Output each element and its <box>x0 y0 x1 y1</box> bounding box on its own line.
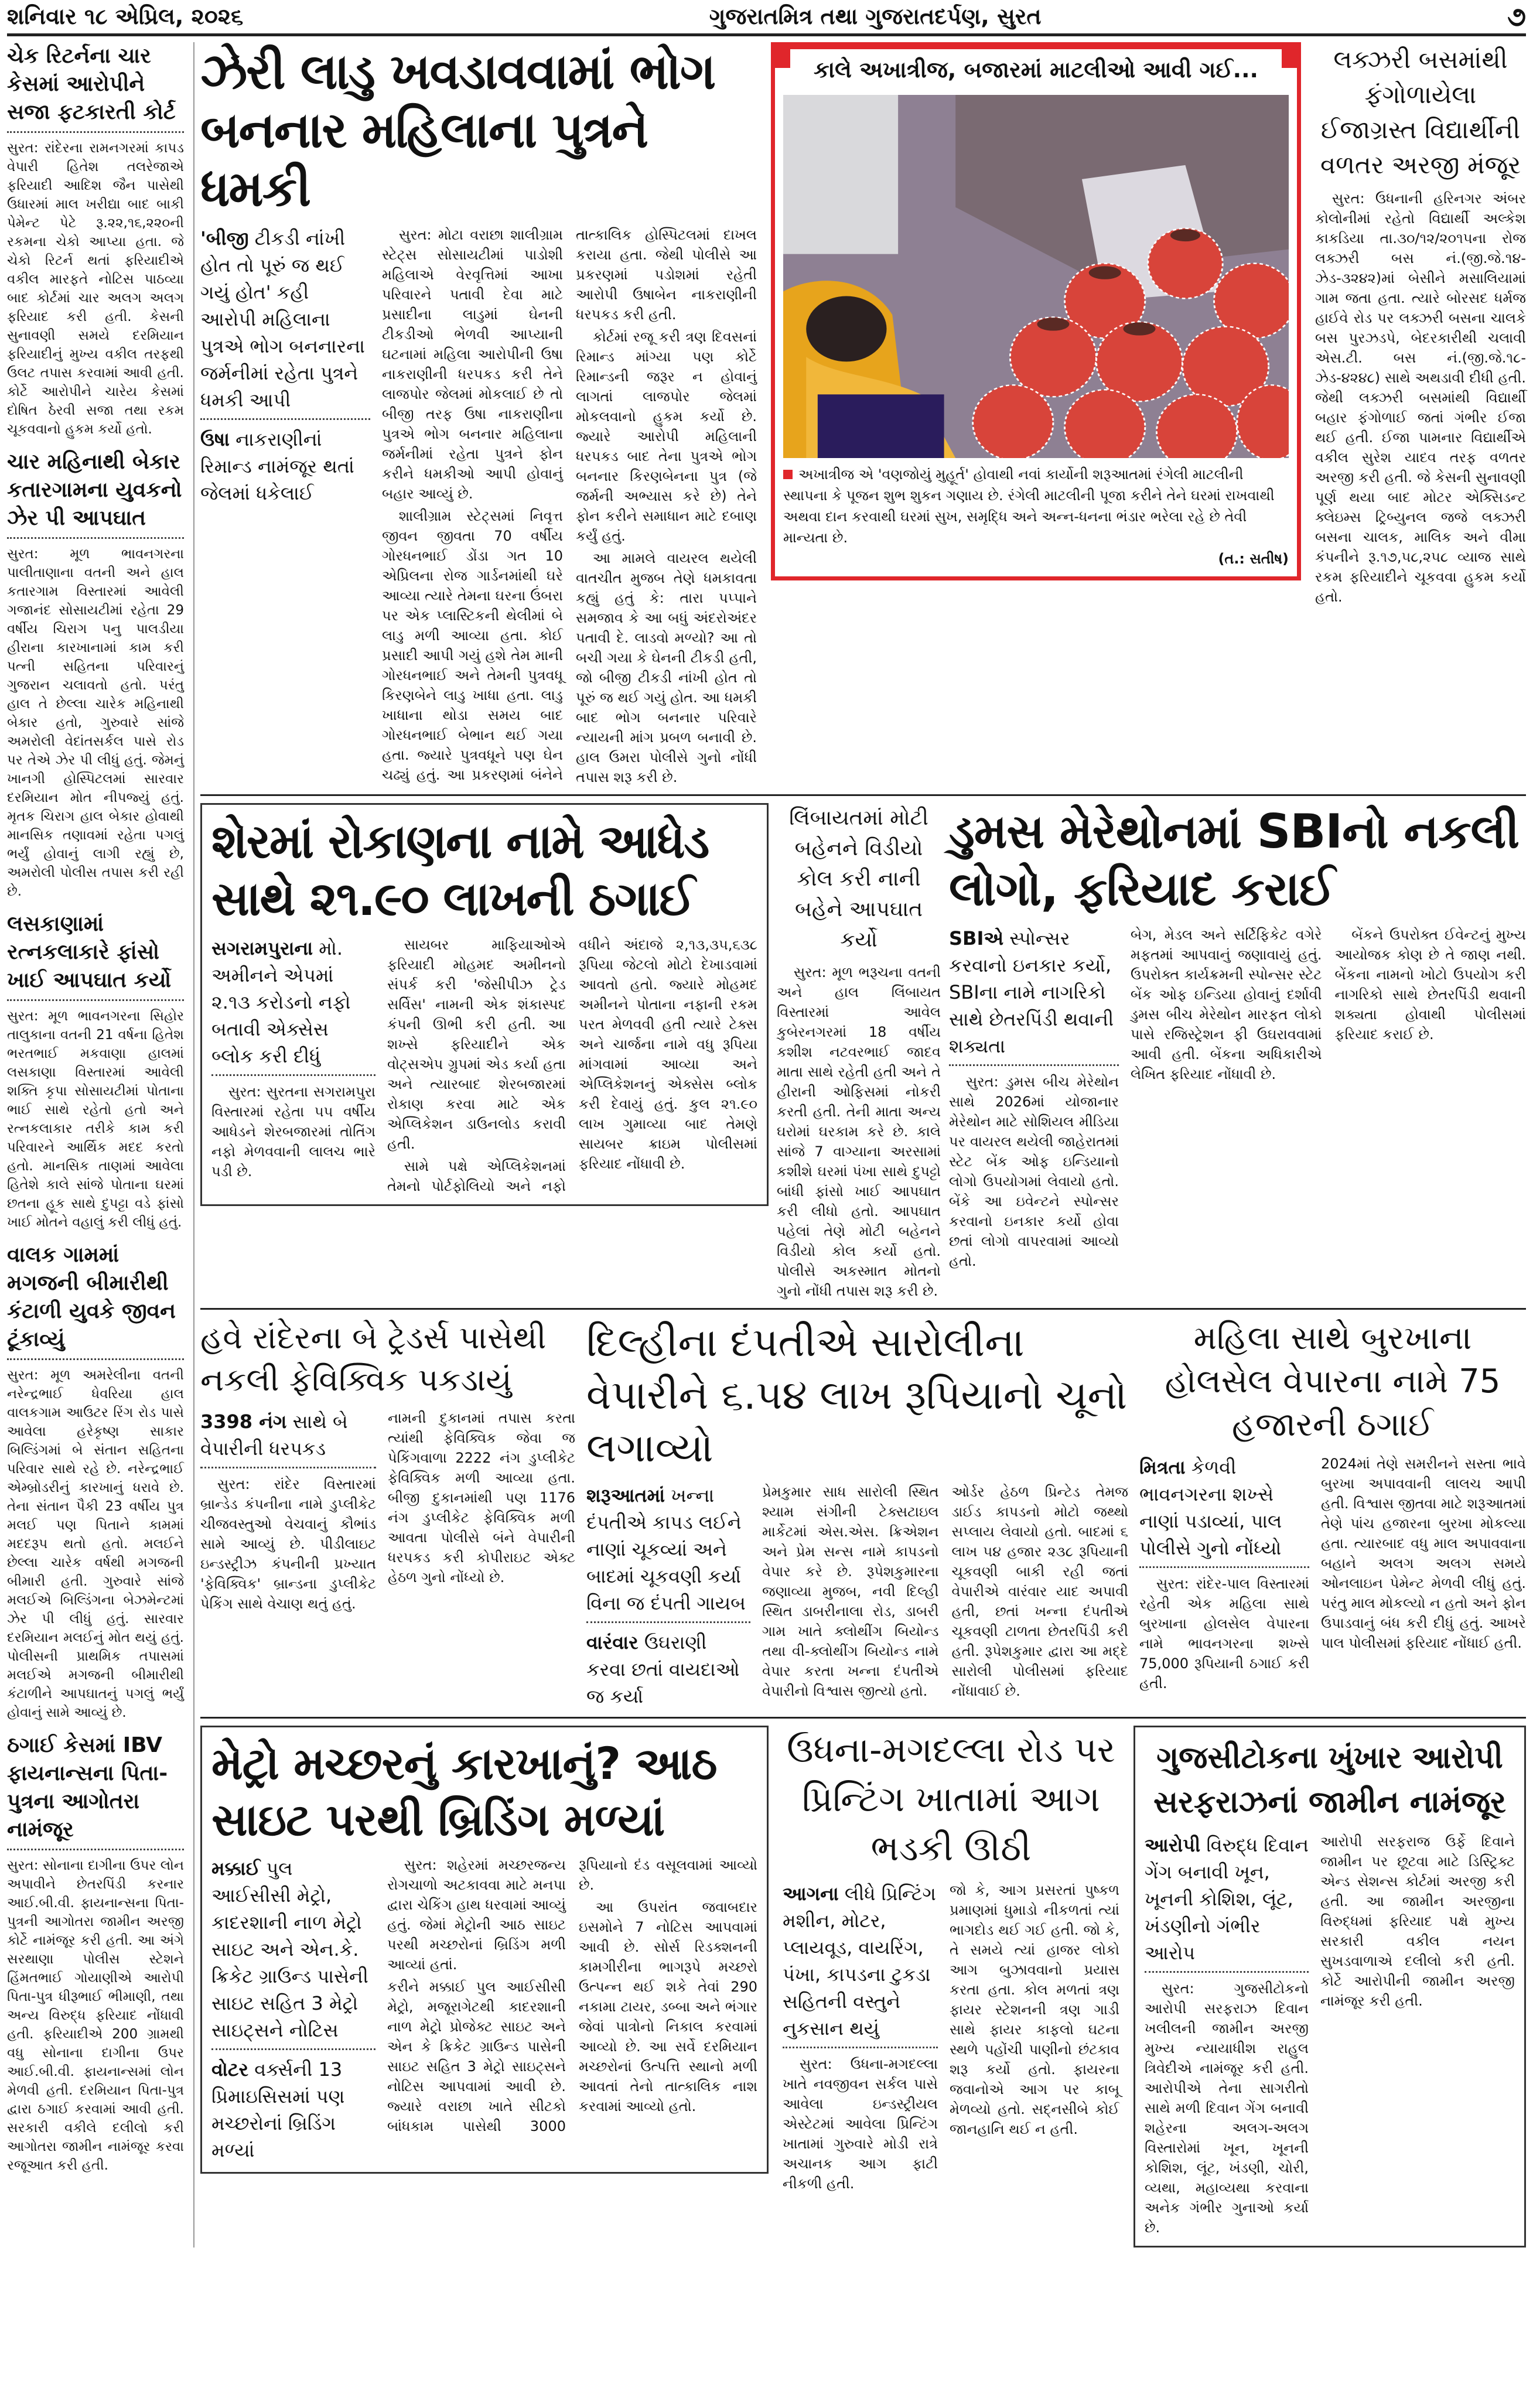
subheading: મિત્રતા કેળવી ભાવનગરના શખ્સે નાણાં પડાવ્યાં, પાલ પોલીસે ગુનો નોંધ્યો <box>1139 1456 1282 1559</box>
headline: ઠગાઈ કેસમાં IBV ફાયનાન્સના પિતા-પુત્રના આગોતરા નામંજૂર <box>7 1733 168 1842</box>
divider <box>1145 1971 1309 1973</box>
story-rander-fake-fevikwik <box>200 1317 575 1614</box>
divider <box>211 1074 375 1076</box>
paragraph: સુરત: રાંદેર-પાલ વિસ્તારમાં રહેતી એક મહિલા સાથે બુરખાના હોલસેલ વેપારના નામે ભાવનગરના શખ્સે 75,000 રૂપિયાની ઠગાઈ કરી હતી. <box>1139 1576 1309 1692</box>
divider <box>7 1358 184 1360</box>
story-udhna-fire <box>783 1726 1119 2194</box>
paragraph: શાલીગ્રામ સ્ટેટ્સમાં નિવૃત્ત જીવન જીવતા 70 વર્ષીય ગોરધનભાઈ ડોંડા ગત 10 એપ્રિલના રોજ ગાર્ડનમાંથી ઘરે આવ્યા ત્યારે તેમના ઘરના ઉંબરા પર એક પ્લાસ્ટિકની થેલીમાં બે લાડુ મળી આવ્યા હતા. કોઈ પ્રસાદી આપી ગયું હશે તેમ માની ગોરધનભાઈ અને તેમની પુત્રવધૂ કિરણબેને લાડુ ખાધા હતા. લાડુ ખાધાના થોડા સમય બાદ ગોરધનભાઈ બેભાન થઈ ગયા હતા. જ્યારે પુત્રવધૂને પણ ઘેન ચઢ્યું હતું. આ પ્રકરણમાં બંનેને તાત્કાલિક હોસ્પિટલમાં દાખલ કરાયા હતા. જેથી પોલીસે આ પ્રકરણમાં પડોશમાં રહેતી આરોપી ઉષાબેન નાકરાણીની ધરપકડ કરી હતી. <box>382 227 757 783</box>
divider <box>1139 1566 1309 1568</box>
story-bus-compensation <box>1315 42 1526 607</box>
story-sbi-fake-logo <box>949 803 1526 1271</box>
story-metro-mosquito <box>200 1726 769 2174</box>
photo-matlas-market <box>783 95 1289 458</box>
headline: લસકાણામાં રત્નકલાકારે ફાંસો ખાઈ આપઘાત કર્યો <box>7 912 172 992</box>
paragraph: બેગ, મેડલ અને સર્ટિફિકેટ વગેરે મફતમાં આપવાનું જણાવાયું હતું. ઉપરોક્ત કાર્યક્રમની સ્પોન્સર સ્ટેટ બેંક ઓફ ઇન્ડિયા હોવાનું દર્શાવી ડુમસ બીચ મેરેથોન મારફત લોકો પાસે રજિસ્ટ્રેશન ફી ઉઘરાવવામાં આવી હતી. બેંકના અધિકારીએ લેખિત ફરિયાદ નોંધાવી છે. <box>1131 927 1322 1082</box>
divider <box>586 1621 750 1623</box>
subheading: વારંવાર ઉઘરાણી કરવા છતાં વાયદાઓ જ કર્યા <box>586 1631 740 1707</box>
divider <box>7 999 184 1001</box>
paragraph: સાયબર માફિયાઓએ ફરિયાદી મોહમદ અમીનનો સંપર્ક કરી 'જેસીપીઝ ટ્રેડ સર્વિસ' નામની એક શંકાસ્પદ કંપની ઊભી કરી હતી. આ શખ્સે ફરિયાદીને એક વોટ્સએપ ગ્રુપમાં એડ કર્યા હતા અને ત્યારબાદ શેરબજારમાં રોકાણ કરવા માટે એક એપ્લિકેશન ડાઉનલોડ કરાવી હતી. <box>387 937 566 1152</box>
paragraph: સુરત: ગુજસીટોકનો આરોપી સરફરાઝ દિવાન ખલીલની જામીન અરજી મુખ્ય ન્યાયાધીશ રાહુલ ત્રિવેદીએ નામંજૂર કરી હતી. આરોપીએ તેના સાગરીતો સાથે મળી દિવાન ગેંગ બનાવી શહેરના અલગ-અલગ વિસ્તારોમાં ખૂન, ખૂનની કોશિશ, લૂંટ, ખંડણી, ચોરી, વ્યથા, મહાવ્યથા કરવાના અનેક ગંભીર ગુનાઓ કર્યા છે. <box>1145 1980 1309 2236</box>
divider <box>211 2048 375 2050</box>
paragraph: આ ઉપરાંત જવાબદાર ઇસમોને 7 નોટિસ આપવામાં આવી છે. સોર્સ રિડક્શનની કામગીરીના ભાગરૂપે મચ્છરો ઉત્પન્ન થઈ શકે તેવાં 290 નકામા ટાયર, ડબ્બા અને ભંગાર જેવાં પાત્રોનો નિકાલ કરવામાં આવ્યો છે. આ સર્વે દરમિયાન મચ્છરોનાં ઉત્પત્તિ સ્થાનો મળી આવતાં તેનો તાત્કાલિક નાશ કરવામાં આવ્યો હતો. <box>579 1899 757 2115</box>
article-body <box>762 1482 1128 1703</box>
page-number: ૭ <box>1507 0 1526 32</box>
brief-valak-suicide <box>7 1241 184 1722</box>
paragraph: પ્રેમકુમાર સાધ સારોલી સ્થિત શ્યામ સંગીની ટેક્સટાઇલ માર્કેટમાં એસ.એસ. ક્રિએશન અને પ્રેમ સન્સ નામે કાપડનો વેપાર કરે છે. રૂપેશકુમારના જણાવ્યા મુજબ, નવી દિલ્હી સ્થિત ડાબરીનાલા રોડ, ડાબરી ગામ ખાતે ક્લોથીંગ બિયોન્ડ તથા વી-ક્લોથીંગ બિયોન્ડ નામે વેપાર કરતા ખન્ના દંપતીએ વેપારીનો વિશ્વાસ જીત્યો હતો. <box>762 1484 939 1699</box>
divider <box>7 1849 184 1850</box>
headline: ચેક રિટર્નના ચાર કેસમાં આરોપીને સજા ફટકારતી કોર્ટ <box>7 44 176 124</box>
subheading: મક્કાઈ પુલ આઈસીસી મેટ્રો, કાદરશાની નાળ મેટ્રો સાઇટ અને એન.કે. ક્રિકેટ ગ્રાઉન્ડ પાસેની સાઇટ સહિત 3 મેટ્રો સાઇટ્સને નોટિસ <box>211 1857 368 2041</box>
divider <box>949 1064 1119 1066</box>
top-story-poison-laddu <box>200 42 757 787</box>
photo-title: કાલે અખાત્રીજ, બજારમાં માટલીઓ આવી ગઈ... <box>790 49 1282 90</box>
paragraph: સુરત: સુરતના સગરામપુરા વિસ્તારમાં રહેતા ૫૫ વર્ષીય આધેડને શેરબજારમાં તોતિંગ નફો મેળવવાની લાલચ ભારે પડી છે. <box>211 1084 375 1180</box>
divider <box>783 2047 938 2048</box>
subheading: 3398 નંગ સાથે બે વેપારીની ધરપકડ <box>200 1410 348 1460</box>
headline: ઝેરી લાડુ ખવડાવવામાં ભોગ બનનાર મહિલાના પુત્રને ધમકી <box>200 43 715 217</box>
row-top <box>200 42 1526 787</box>
headline: વાલક ગામમાં મગજની બીમારીથી કંટાળી યુવકે જીવન ટૂંકાવ્યું <box>7 1243 176 1351</box>
paragraph: ઓર્ડર હેઠળ પ્રિન્ટેડ તેમજ ડાઈડ કાપડનો મોટો જથ્થો સપ્લાય લેવાયો હતો. બાદમાં ૬ લાખ ૫૪ હજાર ૨૩૮ રૂપિયાની ચૂકવણી બાકી રહી જતાં વેપારીએ વારંવાર યાદ અપાવી હતી, છતાં ખન્ના દંપતીએ ચૂકવણી ટાળતા છેતરપિંડી કરી હતી. રૂપેશકુમાર દ્વારા આ મદ્દે સારોલી પોલીસમાં ફરિયાદ નોંધાવાઈ છે. <box>951 1484 1128 1699</box>
story-gujcitok-bail <box>1133 1726 1526 2248</box>
article-body <box>387 935 757 1196</box>
paragraph: સુરત: મોટા વરાછા શાલીગ્રામ સ્ટેટ્સ સોસાયટીમાં પાડોશી મહિલાએ વેરવૃત્તિમાં આખા પરિવારને પતાવી દેવા માટે પ્રસાદીના લાડુમાં ઘેનની ટીકડીઓ ભેળવી આપ્યાની ઘટનામાં મહિલા આરોપીની ઉષા નાકરાણીની ધરપકડ કરી તેને લાજપોર જેલમાં મોકલાઈ છે તો બીજી તરફ ઉષા નાકરાણીના પુત્રએ ભોગ બનનાર મહિલાના જર્મનીમાં રહેતા પુત્રને ફોન કરીને ધમકીઓ આપી હોવાનું બહાર આવ્યું છે. <box>382 227 563 502</box>
subheading: 'બીજી ટીકડી નાંખી હોત તો પૂરું જ થઈ ગયું હોત' કહી આરોપી મહિલાના પુત્રએ ભોગ બનનારના જર્મનીમાં રહેતા પુત્રને ધમકી આપી <box>200 227 365 411</box>
subheading: સગરામપુરાના મો. અમીનને એપમાં ૨.૧૩ કરોડનો નફો બતાવી એક્સેસ બ્લોક કરી દીધું <box>211 937 351 1067</box>
row-second <box>200 794 1526 1301</box>
article-body: સુરત: મૂળ ભાવનગરના પાલીતાણાના વતની અને હાલ કતારગામ વિસ્તારમાં આવેલી ગજાનંદ સોસાયટીમાં રહેતા 29 વર્ષીય ચિરાગ પનુ પાલડીયા હીરાના કારખાનામાં કામ કરી પત્ની સહિતના પરિવારનું ગુજરાન ચલાવતો હતો. પરંતુ હાલ તે છેલ્લા ચારેક મહિનાથી બેકાર હતો, ગુરુવારે સાંજે અમરોલી વેદાંતસર્કલ પાસે રોડ પર તેએ ઝેર પી લીધું હતું. જેમનું ખાનગી હોસ્પિટલમાં સારવાર દરમિયાન મોત નીપજ્યું હતું. મૃતક ચિરાગ હાલ બેકાર હોવાથી માનસિક તણાવમાં રહેતા પગલું ભર્યું હોવાનું લાગી રહ્યું છે, અમરોલી પોલીસ તપાસ કરી રહી છે. <box>7 547 184 899</box>
paragraph: સુરત: શહેરમાં મચ્છરજન્ય રોગચાળો અટકાવવા માટે મનપા દ્વારા ચેકિંગ હાથ ધરવામાં આવ્યું હતું. જેમાં મેટ્રોની આઠ સાઇટ પરથી મચ્છરોનાં બ્રિડિંગ મળી આવ્યાં હતાં. <box>387 1857 566 1973</box>
brief-ibv-finance <box>7 1731 184 2175</box>
article-body: સુરત: મૂળ ભરૂચના વતની અને હાલ લિંબાયત વિસ્તારમાં આવેલ કુબેરનગરમાં 18 વર્ષીય કશીશ નટવરભાઈ જાદવ માતા સાથે રહેતી હતી અને તે હીરાની ઓફિસમાં નોકરી કરતી હતી. તેની માતા અન્ય ઘરોમાં ઘરકામ કરે છે. કાલે સાંજે 7 વાગ્યાના અરસામાં કશીશે ઘરમાં પંખા સાથે દુપટ્ટો બાંધી ફાંસો ખાઈ આપઘાત કરી લીધો હતો. આપઘાત પહેલાં તેણે મોટી બહેનને વિડીયો કોલ કર્યો હતો. પોલીસે અકસ્માત મોતનો ગુનો નોંધી તપાસ શરૂ કરી છે. <box>777 964 941 1299</box>
article-body <box>382 225 757 787</box>
subheading: SBIએ સ્પોન્સર કરવાનો ઇનકાર કર્યો, SBIના નામે નાગરિકો સાથે છેતરપિંડી થવાની શક્યતા <box>949 927 1114 1057</box>
paragraph: કોર્ટમાં રજૂ કરી ત્રણ દિવસનાં રિમાન્ડ માંગ્યા પણ કોર્ટે રિમાન્ડની જરૂર ન હોવાનું લાગતાં લાજપોર જેલમાં મોકલવાનો હુકમ કર્યો છે. જ્યારે આરોપી મહિલાની ધરપકડ બાદ તેના પુત્રએ ભોગ બનનાર કિરણબેનના પુત્ર (જે જર્મની અભ્યાસ કરે છે) તેને ફોન કરીને સમાધાન માટે દબાણ કર્યું હતું. <box>576 329 757 544</box>
headline: લિંબાયતમાં મોટી બહેનને વિડીયો કોલ કરી નાની બહેને આપઘાત કર્યો <box>789 806 928 952</box>
divider <box>200 418 370 420</box>
paragraph: જો કે, આગ પ્રસરતાં પુષ્કળ પ્રમાણમાં ધુમાડો નીકળતાં ત્યાં ભાગદોડ થઈ ગઈ હતી. જો કે, તે સમયે ત્યાં હાજર લોકો આગ બુઝાવવાનો પ્રયાસ કરતા હતા. કોલ મળતાં ત્રણ ફાયર સ્ટેશનની ત્રણ ગાડી સાથે ફાયર કાફલો ઘટના સ્થળે પહોંચી પાણીનો છંટકાવ શરૂ કર્યો હતો. ફાયરના જવાનોએ આગ પર કાબૂ મેળવ્યો હતો. સદ્નસીબે કોઈ જાનહાનિ થઈ ન હતી. <box>950 1882 1119 2137</box>
paragraph: નામની દુકાનમાં તપાસ કરતા ત્યાંથી ફેવિક્વિક જેવા જ પેકિંગવાળા 2222 નંગ ડુપ્લીકેટ ફેવિક્વિક મળી આવ્યા હતા. બીજી દુકાનમાંથી પણ 1176 નંગ ડુપ્લીકેટ ફેવિક્વિક મળી આવતા પોલીસે બંને વેપારીની ધરપકડ કરી કોપીરાઇટ એક્ટ હેઠળ ગુનો નોંધ્યો છે. <box>388 1410 575 1586</box>
paragraph: આ મામલે વાયરલ થયેલી વાતચીત મુજબ તેણે ધમકાવતા કહ્યું હતું કે: તારા પપ્પાને સમજાવ કે આ બધું અંદરોઅંદર પતાવી દે. લાડવો મળ્યો? આ તો બચી ગયા કે ઘેનની ટીકડી હતી, જો બીજી ટીકડી નાંખી હોત તો પૂરું જ થઈ ગયું હોત. આ ધમકી બાદ ભોગ બનનાર પરિવારે ન્યાયની માંગ પ્રબળ બનાવી છે. હાલ ઉમરા પોલીસે ગુનો નોંધી તપાસ શરૂ કરી છે. <box>576 550 757 785</box>
subheading: વોટર વર્ક્સની 13 પ્રિમાઇસિસમાં પણ મચ્છરોનાં બ્રિડિંગ મળ્યાં <box>211 2058 345 2161</box>
headline: મહિલા સાથે બુરખાના હોલસેલ વેપારના નામે 75 હજારની ઠગાઈ <box>1165 1319 1501 1444</box>
headline: ડુમસ મેરેથોનમાં SBIનો નકલી લોગો, ફરિયાદ કરાઈ <box>949 804 1520 916</box>
divider <box>200 1467 376 1468</box>
divider <box>7 537 184 539</box>
paragraph: કરીને મક્કાઈ પુલ આઈસીસી મેટ્રો, મજૂરાગેટથી કાદરશાની નાળ મેટ્રો પ્રોજેક્ટ સાઇટ અને એન કે ક્રિકેટ ગ્રાઉન્ડ પાસેની સાઇટ સહિત 3 મેટ્રો સાઇટ્સને નોટિસ આપવામાં આવી છે. જ્યારે વરાછા ખાતે સીટકો બાંધકામ પાસેથી 3000 રૂપિયાનો દંડ વસૂલવામાં આવ્યો છે. <box>387 1857 757 2134</box>
story-share-fraud <box>200 803 769 1206</box>
headline: મેટ્રો મચ્છરનું કારખાનું? આઠ સાઇટ પરથી બ્રિડિંગ મળ્યાં <box>211 1737 717 1846</box>
brief-katargam-suicide <box>7 448 184 901</box>
headline: લક્ઝરી બસમાંથી ફંગોળાયેલા ઈજાગ્રસ્ત વિદ્યાર્થીની વળતર અરજી મંજૂર <box>1320 45 1521 179</box>
headline: દિલ્હીના દંપતીએ સારોલીના વેપારીને ૬.૫૪ લાખ રૂપિયાનો ચૂનો લગાવ્યો <box>586 1320 1128 1471</box>
masthead <box>7 0 1526 36</box>
photo-caption: અખાત્રીજ એ 'વણજોયું મુહૂર્ત' હોવાથી નવાં કાર્યોની શરૂઆતમાં રંગેલી માટલીની સ્થાપના કે પૂજન શુભ શુકન ગણાય છે. રંગેલી માટલીની પૂજા કરીને તેને ઘરમાં રાખવાથી અથવા દાન કરવાથી ઘરમાં સુખ, સમૃદ્ધિ અને અન્ન-ધનના ભંડાર ભરેલા રહે છે તેવી માન્યતા છે. (ત.: સતીષ) <box>783 464 1289 569</box>
subheading: શરૂઆતમાં ખન્ના દંપતીએ કાપડ લઈને નાણાં ચૂકવ્યાં અને બાદમાં ચૂકવણી કર્યા વિના જ દંપતી ગાયબ <box>586 1484 746 1614</box>
brief-cheque-return <box>7 42 184 439</box>
paragraph: આરોપી સરફરાજ ઉર્ફે દિવાને જામીન પર છૂટવા માટે ડિસ્ટ્રિક્ટ એન્ડ સેશન્સ કોર્ટમાં અરજી કરી હતી. આ જામીન અરજીના વિરુદ્ધમાં ફરિયાદ પક્ષે મુખ્ય સરકારી વકીલ નયન સુખડવાળાએ દલીલો કરી હતી. કોર્ટે આરોપીની જામીન અરજી નામંજૂર કરી હતી. <box>1320 1833 1515 2009</box>
issue-date: શનિવાર ૧૮ એપ્રિલ, ૨૦૨૬ <box>7 4 244 29</box>
headline: ચાર મહિનાથી બેકાર કતારગામના યુવકનો ઝેર પી આપઘાત <box>7 450 182 530</box>
photo-feature-box <box>771 42 1301 580</box>
article-body: સુરત: ઉધનાની હરિનગર અંબર કોલોનીમાં રહેતો વિદ્યાર્થી અલ્કેશ કાકડિયા તા.૩૦/૧૨/૨૦૧૫ના રોજ લક્ઝરી બસ નં.(જી.જે.૧૪-ઝેડ-૩૨૪૨)માં બેસીને મસાલિયામાં ગામ જતા હતા. ત્યારે બોરસદ ધર્મજ હાઈવે રોડ પર લક્ઝરી બસના ચાલકે બસ પુરઝડપે, બેદરકારીથી ચલાવી એસ.ટી. બસ નં.(જી.જે.૧૮-ઝેડ-૪૨૪૮) સાથે અથડાવી દીધી હતી. જેથી લક્ઝરી બસમાંથી વિદ્યાર્થી બહાર ફંગોળાઈ જતાં ગંભીર ઈજા થઈ હતી. ઈજા પામનાર વિદ્યાર્થીએ વકીલ સુરેશ યાદવ તરફ વળતર અરજી કરી હતી. જે કેસની સુનાવણી પૂર્ણ થયા બાદ મોટર એક્સિડન્ટ ક્લેઇમ્સ ટ્રિબ્યુનલ જજે લક્ઝરી બસના ચાલક, માલિક અને વીમા કંપનીને રૂ.૧૭,૫૮,૨૫૮ વ્યાજ સાથે રકમ ફરિયાદીને ચૂકવવા હુકમ કર્યો હતો. <box>1315 190 1526 605</box>
paragraph: 2024માં તેણે સમરીનને સસ્તા ભાવે બુરખા અપાવવાની લાલચ આપી હતી. વિશ્વાસ જીતવા માટે શરૂઆતમાં તેણે પાંચ હજારના બુરખા મોકલ્યા હતા. ત્યારબાદ વધુ માલ અપાવવાના બહાને અલગ અલગ સમયે ઓનલાઇન પેમેન્ટ મેળવી લીધું હતું. પરંતુ માલ મોકલ્યો ન હતો અને ફોન ઉપાડવાનું બંધ કરી દીધું હતું. આખરે પાલ પોલીસમાં ફરિયાદ નોંધાઈ હતી. <box>1321 1456 1526 1651</box>
story-limbayat-suicide <box>777 803 941 1301</box>
article-body <box>387 1855 757 2136</box>
row-bottom <box>200 1717 1526 2248</box>
subheading: ઉષા નાકરાણીનાં રિમાન્ડ નામંજૂર થતાં જેલમાં ધકેલાઈ <box>200 428 354 504</box>
headline: શેરમાં રોકાણના નામે આધેડ સાથે ૨૧.૯૦ લાખની ઠગાઈ <box>211 814 709 926</box>
paragraph: સામે પક્ષે એપ્લિકેશનમાં તેમનો પોર્ટફોલિયો અને નફો વધીને અંદાજે ૨,૧૩,૩૫,૬૩૮ રૂપિયા જેટલો મોટો દેખાડવામાં આવતો હતો. જ્યારે મોહમદ અમીનને પોતાના નફાની રકમ પરત મેળવવી હતી ત્યારે ટેક્સ અને ચાર્જના નામે વધુ રૂપિયા માંગવામાં આવ્યા અને એપ્લિકેશનનું એક્સેસ બ્લોક કરી દેવાયું હતું. કુલ ૨૧.૯૦ લાખ ગુમાવ્યા બાદ તેમણે સાયબર ક્રાઇમ પોલીસમાં ફરિયાદ નોંધાવી છે. <box>387 937 757 1194</box>
photo-credit: (ત.: સતીષ) <box>1218 551 1289 567</box>
article-body: સુરત: મૂળ અમરેલીના વતની નરેન્દ્રભાઈ ધેવરિયા હાલ વાલકગામ આઉટર રિંગ રોડ પાસે આવેલા હરેકૃષ્ણ સાકાર બિલ્ડિંગમાં બે સંતાન સહિતના પરિવાર સાથે રહે છે. નરેન્દ્રભાઈ એમ્બ્રોડરીનું કારખાનું ધરાવે છે. તેના સંતાન પૈકી 23 વર્ષીય પુત્ર મલઈ પણ પિતાને કામમાં મદદરૂપ થતો હતો. મલઈને છેલ્લા ચારેક વર્ષથી મગજની બીમારી હતી. ગુરુવારે સાંજે મલઈએ બિલ્ડિંગના બેઝમેન્ટમાં ઝેર પી લીધું હતું. સારવાર દરમિયાન મલઈનું મોત થયું હતું. પોલીસની પ્રાથમિક તપાસમાં મલઈએ મગજની બીમારીથી કંટાળીને આપઘાતનું પગલું ભર્યું હોવાનું સામે આવ્યું છે. <box>7 1368 184 1720</box>
story-delhi-couple-fraud <box>586 1317 1128 1710</box>
subheading: આરોપી વિરુદ્ધ દિવાન ગેંગ બનાવી ખૂન, ખૂનની કોશિશ, લૂંટ, ખંડણીનો ગંભીર આરોપ <box>1145 1834 1309 1964</box>
headline: ઉધના-મગદલ્લા રોડ પર પ્રિન્ટિંગ ખાતામાં આગ ભડકી ઊઠી <box>787 1730 1115 1869</box>
brief-laskana-suicide <box>7 910 184 1232</box>
bullet-icon <box>783 470 793 479</box>
article-body: સુરત: મૂળ ભાવનગરના સિહોર તાલુકાના વતની 21 વર્ષના હિતેશ ભરતભાઈ મકવાણા હાલમાં લસકાણા વિસ્તારમાં આવેલી શક્તિ કૃપા સોસાયટીમાં પોતાના ભાઈ સાથે રહેતો હતો અને રત્નકલાકાર તરીકે કામ કરી પરિવારને આર્થિક મદદ કરતો હતો. માનસિક તાણમાં આવેલા હિતેશે કાલે સાંજે પોતાના ઘરમાં છતના હૂક સાથે દુપટ્ટા વડે ફાંસો ખાઈ મોતને વહાલું કરી લીધું હતું. <box>7 1009 184 1230</box>
paragraph: સુરત: ઉધના-મગદલ્લા ખાતે નવજીવન સર્કલ પાસે આવેલા ઇન્ડસ્ટ્રીયલ એસ્ટેટમાં આવેલા પ્રિન્ટિંગ ખાતામાં ગુરુવારે મોડી રાત્રે અચાનક આગ ફાટી નીકળી હતી. <box>783 2056 938 2192</box>
subheading: આગના લીધે પ્રિન્ટિંગ મશીન, મોટર, પ્લાયવૂડ, વાયરિંગ, પંખા, કાપડના ટુકડા સહિતની વસ્તુને નુકસાન થયું <box>783 1883 936 2040</box>
article-body <box>1131 925 1526 1084</box>
headline: ગુજસીટોકના ખુંખાર આરોપી સરફરાઝનાં જામીન નામંજૂર <box>1153 1740 1506 1820</box>
story-burkha-fraud <box>1139 1317 1526 1693</box>
paragraph: સુરત: રાંદેર વિસ્તારમાં બ્રાન્ડેડ કંપનીના નામે ડુપ્લીકેટ ચીજવસ્તુઓ વેચવાનું કૌભાંડ સામે આવ્યું છે. પીડીલાઇટ ઇન્ડસ્ટ્રીઝ કંપનીની પ્રખ્યાત 'ફેવિક્વિક' બ્રાન્ડના ડુપ્લીકેટ પેકિંગ સાથે વેચાણ થતું હતું. <box>200 1476 376 1612</box>
article-body: સુરત: રાંદેરના રામનગરમાં કાપડ વેપારી હિતેશ તલરેજાએ ફરિયાદી આદિશ જૈન પાસેથી ઉધારમાં માલ ખરીદ્યા બાદ બાકી પેમેન્ટ પેટે રૂ.૨૨,૧૬,૨૨૦ની રકમના ચેકો આપ્યા હતા. જે ચેકો રિટર્ન થતાં ફરિયાદીએ વકીલ મારફતે નોટિસ પાઠવ્યા બાદ કોર્ટમાં ચાર અલગ અલગ ફરિયાદ કરી હતી. કેસની સુનાવણી સમયે દરમિયાન ફરિયાદીનું મુખ્ય વકીલ તરફથી ઉલટ તપાસ કરવામાં આવી હતી. કોર્ટે આરોપીને ચારેય કેસમાં દોષિત ઠેરવી સજા તથા રકમ ચૂકવવાનો હુકમ કર્યો હતો. <box>7 141 184 437</box>
left-column <box>7 42 186 2175</box>
divider <box>7 131 184 133</box>
row-third <box>200 1308 1526 1710</box>
paragraph: સુરત: ડુમસ બીચ મેરેથોન સાથે 2026માં યોજાનાર મેરેથોન માટે સોશિયલ મીડિયા પર વાયરલ થયેલી જાહેરાતમાં સ્ટેટ બેંક ઓફ ઇન્ડિયાનો લોગો ઉપયોગમાં લેવાયો હતો. બેંકે આ ઇવેન્ટને સ્પોન્સર કરવાનો ઇનકાર કર્યો હોવા છતાં લોગો વાપરવામાં આવ્યો હતો. <box>949 1074 1119 1269</box>
paragraph: બેંકને ઉપરોક્ત ઈવેન્ટનું મુખ્ય આયોજક કોણ છે તે જાણ નથી. બેંકના નામનો ખોટો ઉપયોગ કરી નાગરિકો સાથે છેતરપિંડી થવાની શક્યતા હોવાથી પોલીસમાં ફરિયાદ કરાઈ છે. <box>1334 927 1526 1043</box>
newspaper-name: ગુજરાતમિત્ર તથા ગુજરાતદર્પણ, સુરત <box>709 4 1042 29</box>
article-body: સુરત: સોનાના દાગીના ઉપર લોન અપાવીને છેતરપિંડી કરનાર આઈ.બી.વી. ફાયનાન્સના પિતા-પુત્રની આગોતરા જામીન અરજી કોર્ટે નામંજૂર કરી હતી. આ અંગે સરથાણા પોલીસ સ્ટેશને હિંમતભાઈ ગોયાણીએ આરોપી પિતા-પુત્ર ધીરૂભાઈ ભીમાણી, તથા અન્ય વિરુદ્ધ ફરિયાદ નોંધાવી હતી. ફરિયાદીએ 200 ગ્રામથી વધુ સોનાના દાગીના ઉપર આઈ.બી.વી. ફાયનાન્સમાં લોન મેળવી હતી. દરમિયાન પિતા-પુત્ર દ્વારા ઠગાઈ કરવામાં આવી હતી. સરકારી વકીલે દલીલો કરી આગોતરા જામીન નામંજૂર કરવા રજૂઆત કરી હતી. <box>7 1858 184 2173</box>
main-area <box>193 42 1526 2248</box>
headline: હવે રાંદેરના બે ટ્રેડર્સ પાસેથી નકલી ફેવિક્વિક પકડાયું <box>200 1319 547 1398</box>
